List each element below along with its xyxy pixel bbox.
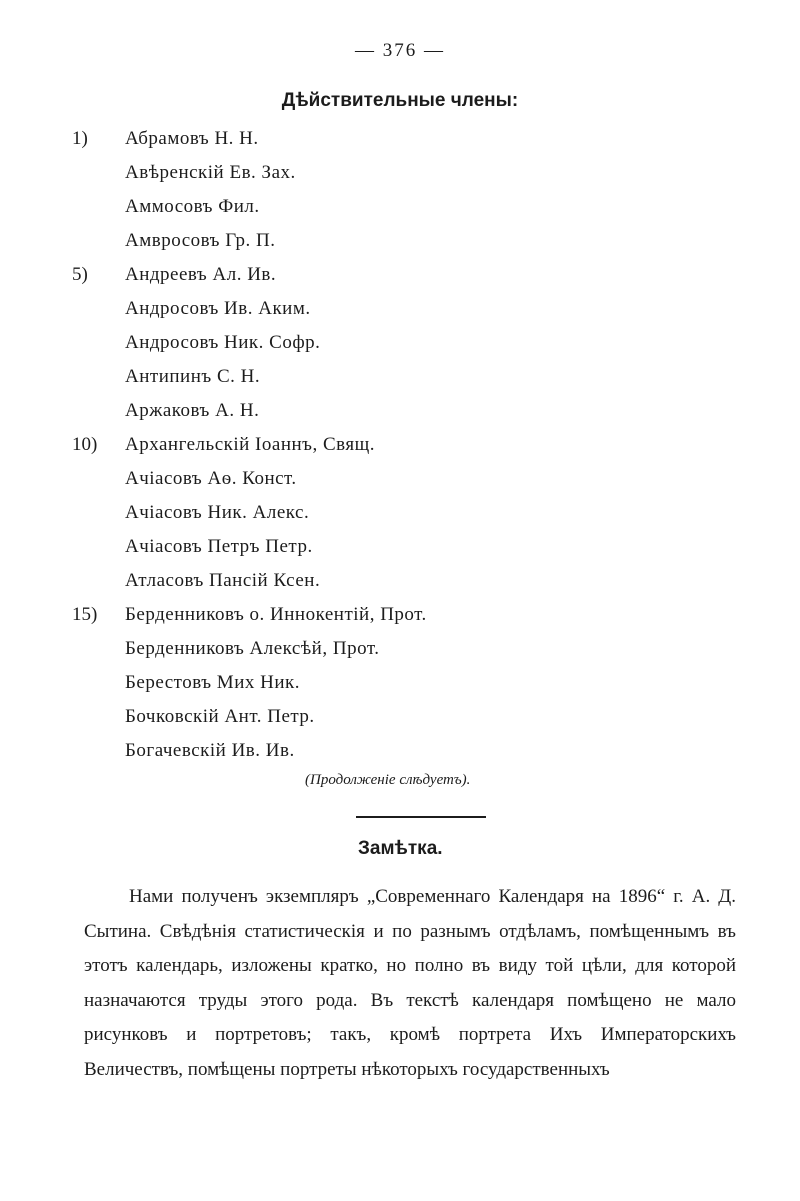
member-name: Атласовъ Пансій Ксен. (125, 570, 321, 591)
list-item (72, 666, 712, 700)
member-number: 1) (72, 128, 88, 149)
member-name: Аржаковъ А. Н. (125, 400, 260, 421)
member-number: 5) (72, 264, 88, 285)
list-item (72, 156, 712, 190)
divider (356, 816, 486, 818)
list-item (72, 734, 712, 768)
note-paragraph: Нами полученъ экземпляръ „Современнаго Календаря на 1896“ г. А. Д. Сытина. Свѣдѣнія статистическія и по разнымъ отдѣламъ, помѣщеннымъ въ этотъ календарь, изложены кратко, но полно въ виду той цѣли, для которой назначаются труды этого рода. Въ текстѣ календаря помѣщено не мало рисунковъ и портретовъ; такъ, кромѣ портрета Ихъ Императорскихъ Величествъ, помѣщены портреты нѣкоторыхъ государственныхъ (84, 886, 736, 1080)
member-name: Берестовъ Мих Ник. (125, 672, 300, 693)
member-name: Ачіасовъ Петръ Петр. (125, 536, 313, 557)
list-item (72, 292, 712, 326)
member-name: Аммосовъ Фил. (125, 196, 260, 217)
list-item (72, 598, 712, 632)
section-heading: Дѣйствительные члены: (281, 90, 519, 111)
list-item (72, 190, 712, 224)
list-item (72, 394, 712, 428)
member-name: Бочковскій Ант. Петр. (125, 706, 315, 727)
member-name: Берденниковъ о. Иннокентій, Прот. (125, 604, 427, 625)
list-item (72, 496, 712, 530)
member-name: Ачіасовъ Ник. Алекс. (125, 502, 310, 523)
list-item (72, 224, 712, 258)
page-number: — 376 — (355, 40, 445, 61)
list-item (72, 700, 712, 734)
member-name: Амвросовъ Гр. П. (125, 230, 276, 251)
members-list (72, 122, 712, 768)
list-item (72, 258, 712, 292)
member-name: Абрамовъ Н. Н. (125, 128, 259, 149)
member-number: 10) (72, 434, 98, 455)
list-item (72, 326, 712, 360)
list-item (72, 122, 712, 156)
list-item (72, 462, 712, 496)
list-item (72, 428, 712, 462)
note-heading: Замѣтка. (358, 838, 443, 859)
list-item (72, 360, 712, 394)
member-name: Андреевъ Ал. Ив. (125, 264, 277, 285)
member-name: Ачіасовъ Аѳ. Конст. (125, 468, 297, 489)
member-number: 15) (72, 604, 98, 625)
continued-note: (Продолженіе слѣдуетъ). (305, 772, 471, 788)
member-name: Богачевскій Ив. Ив. (125, 740, 295, 761)
list-item (72, 530, 712, 564)
member-name: Андросовъ Ив. Аким. (125, 298, 311, 319)
list-item (72, 632, 712, 666)
member-name: Андросовъ Ник. Софр. (125, 332, 321, 353)
member-name: Архангельскій Іоаннъ, Свящ. (125, 434, 375, 455)
list-item (72, 564, 712, 598)
member-name: Авѣренскій Ев. Зах. (125, 162, 296, 183)
member-name: Берденниковъ Алексѣй, Прот. (125, 638, 380, 659)
member-name: Антипинъ С. Н. (125, 366, 261, 387)
